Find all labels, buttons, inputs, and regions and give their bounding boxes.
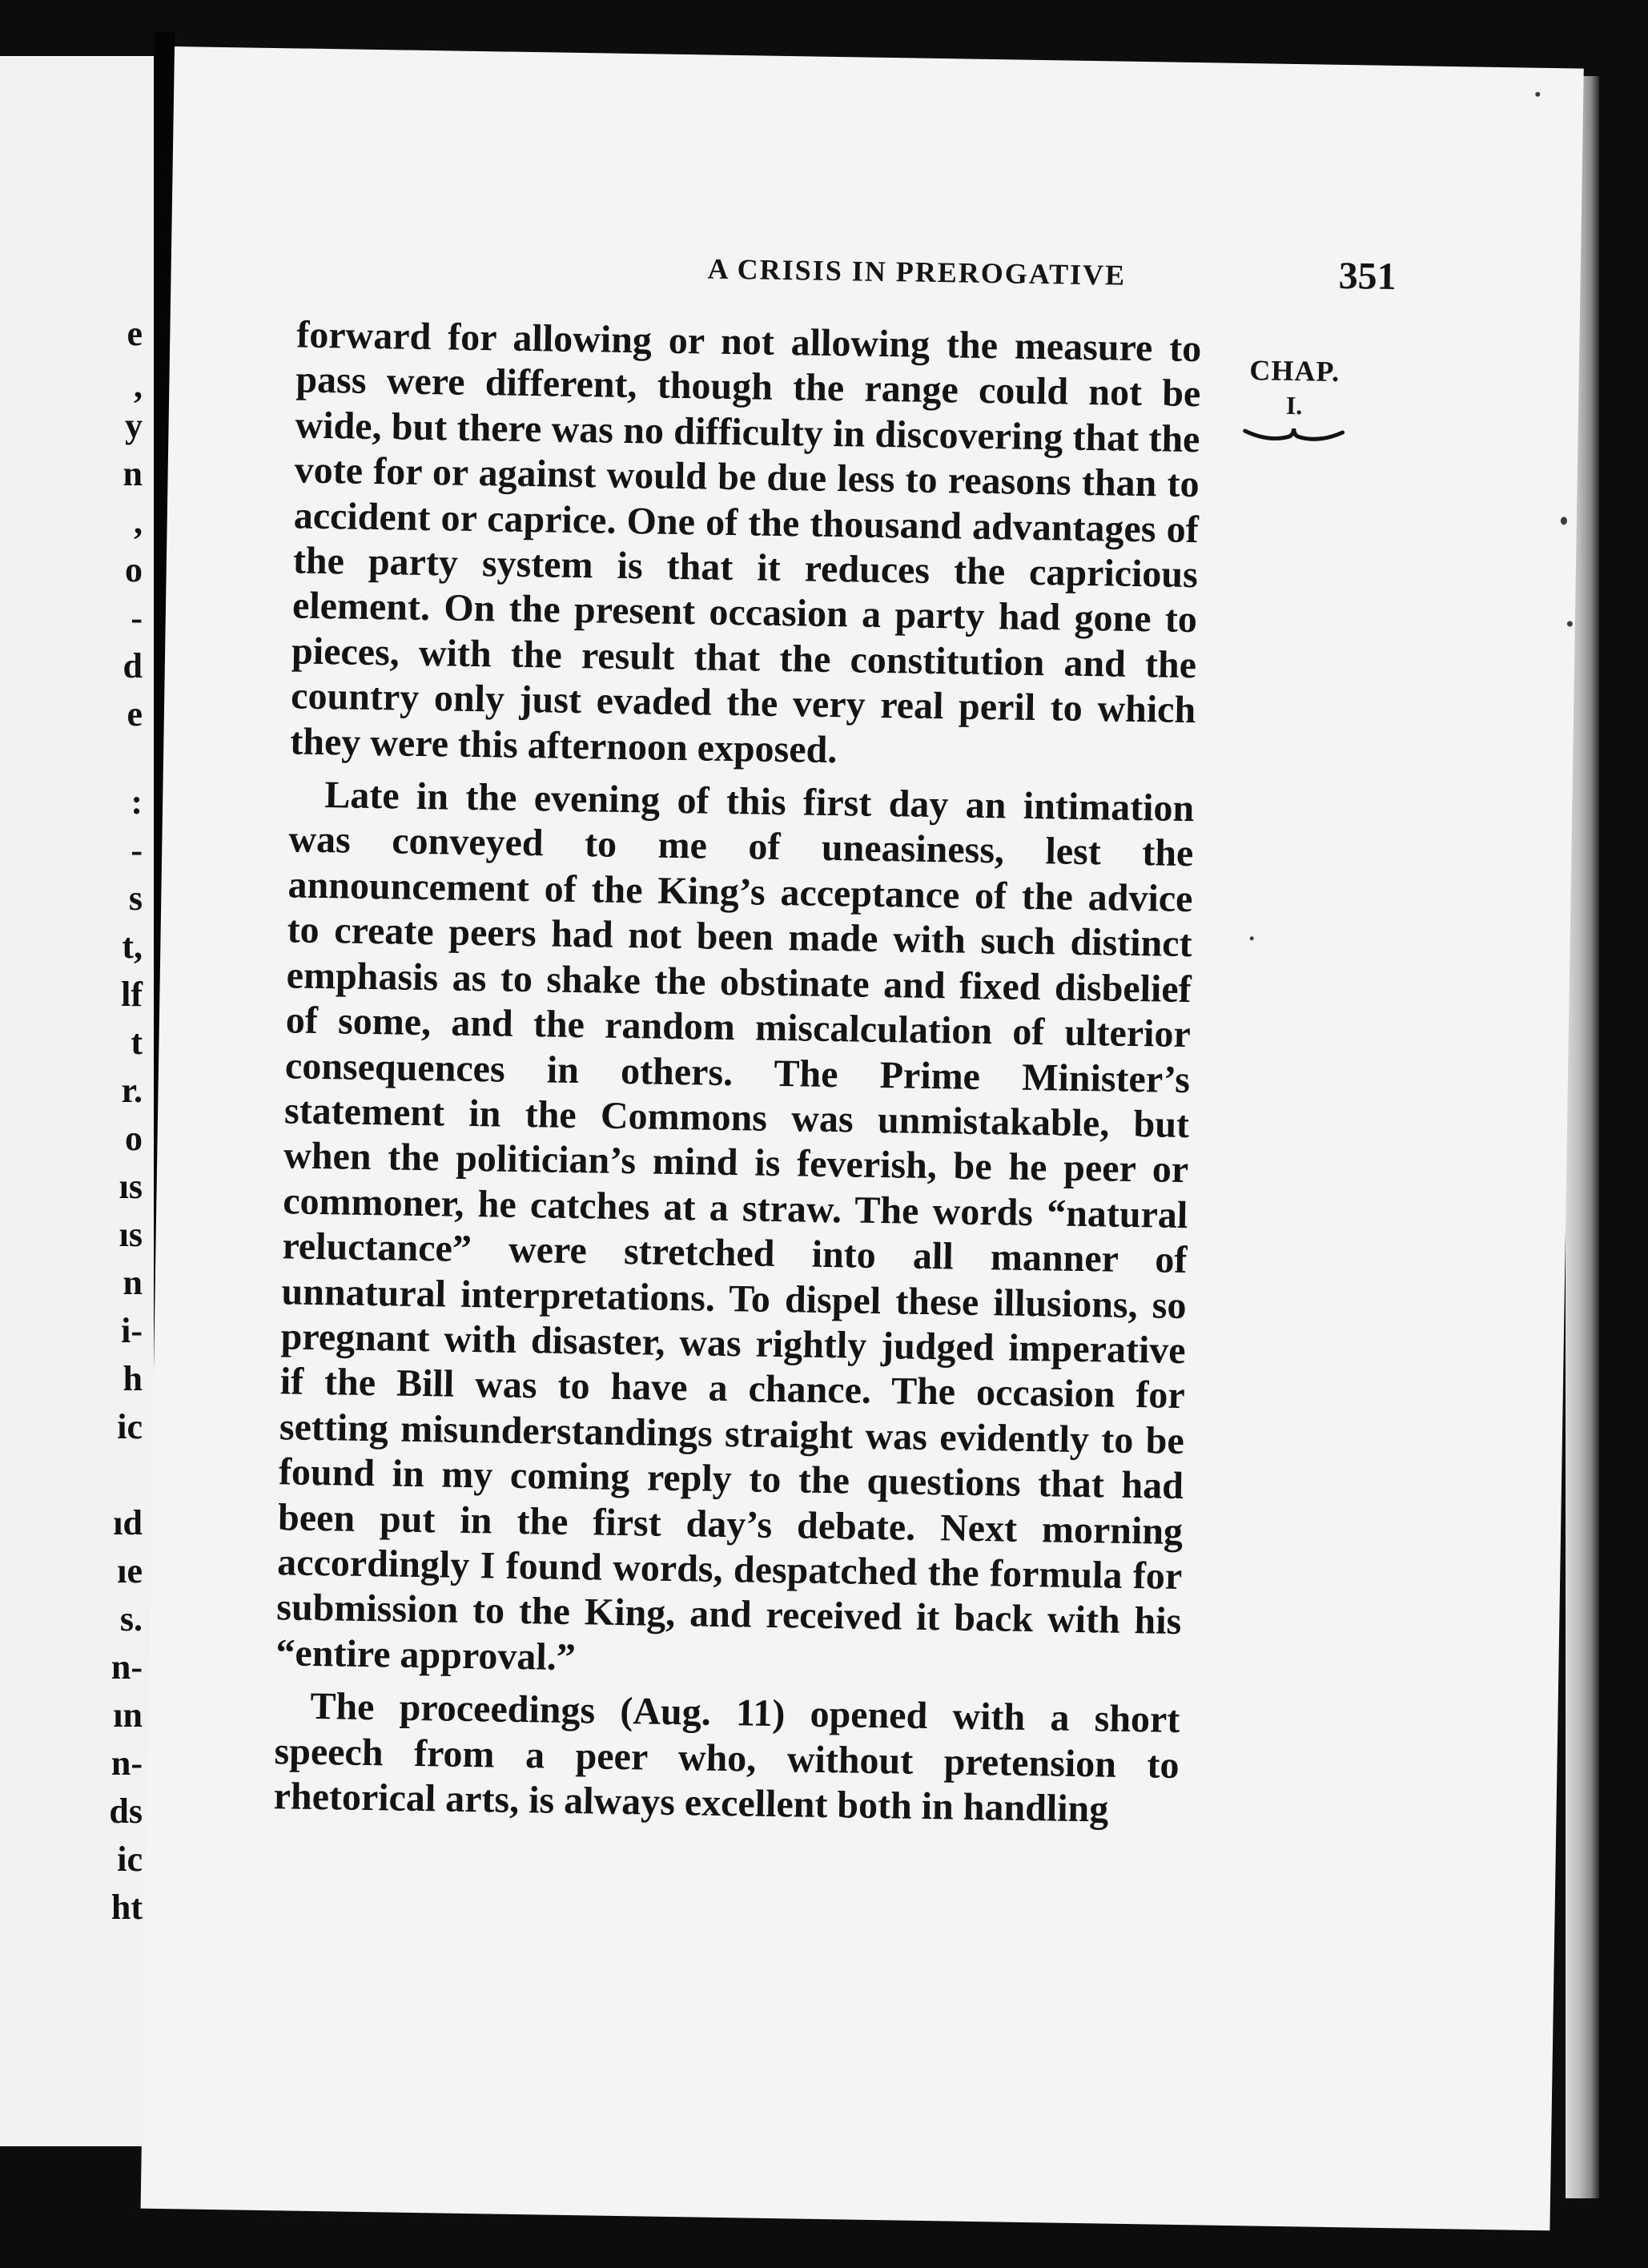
- facing-page-fragment: n: [123, 1263, 143, 1302]
- facing-page-fragment: ht: [111, 1888, 143, 1927]
- body-text: [273, 312, 1201, 1833]
- running-head: [540, 241, 1397, 298]
- paragraph: forward for allowing or not allowing the measure to pass were different, though the range could not be wide, but there was no difficulty in discovering that the vote for or against would be due less to reasons than to accident or caprice. One of the thousand advantages of the party system is that it reduces the capricious element. On the present occasion a party had gone to pieces, with the result that the constitution and the country only just evaded the very real peril to which they were this afternoon exposed.: [289, 313, 1202, 771]
- facing-page-fragment: ıe: [117, 1551, 143, 1590]
- facing-page-fragment: lf: [121, 975, 143, 1014]
- facing-page-fragment: o: [125, 1119, 143, 1158]
- facing-page-fragment: t: [131, 1023, 143, 1062]
- facing-page-fragment: ıs: [119, 1167, 143, 1206]
- running-head-title: A CRISIS IN PREROGATIVE: [707, 252, 1127, 292]
- facing-page-fragment: ın: [113, 1695, 143, 1735]
- chapter-number: I.: [1285, 390, 1303, 420]
- facing-page-fragment: n-: [111, 1647, 143, 1687]
- facing-page-fragment: ,: [134, 502, 143, 541]
- paragraph: Late in the evening of this first day an intimation was conveyed to me of uneasiness, lest the announcement of the King’s acceptance of the advice to create peers had not been made with such distinct emphasis as to shake the obstinate and fixed disbelief of some, and the random miscalculation of ulterior consequences in others. The Prime Minister’s statement in the Commons was unmistakable, but when the politician’s mind is feverish, be he peer or commoner, he catches at a straw. The words “natural reluctance” were stretched into all manner of unnatural interpretations. To dispel these illusions, so pregnant with disaster, was rightly judged imperative if the Bill was to have a chance. The occasion for setting misunderstandings straight was evidently to be found in my coming reply to the questions that had been put in the first day’s debate. Next morning accordingly I found words, despatched the formula for submission to the King, and received it back with his “entire approval.”: [275, 774, 1195, 1679]
- scan-speck: [1250, 936, 1254, 940]
- facing-page-fragment: e: [127, 314, 143, 353]
- facing-page-fragment: ic: [117, 1407, 143, 1446]
- facing-page-fragment: s.: [119, 1599, 143, 1639]
- chapter-label: CHAP.: [1249, 354, 1341, 388]
- facing-page-fragment: y: [125, 406, 143, 445]
- facing-page-fragment: h: [123, 1359, 143, 1398]
- facing-page-fragment: n: [123, 454, 143, 493]
- scan-speck: [1567, 621, 1573, 626]
- facing-page-edge: [0, 56, 154, 2146]
- facing-page-fragment: ic: [117, 1840, 143, 1879]
- facing-page-fragment: i-: [121, 1311, 143, 1350]
- facing-page-fragment: e: [127, 694, 143, 734]
- facing-page-fragment: n-: [111, 1743, 143, 1783]
- book-page: [141, 46, 1584, 2230]
- facing-page-fragment: ,: [134, 366, 143, 405]
- facing-page-fragment: :: [131, 782, 143, 822]
- facing-page-fragment: d: [123, 646, 143, 686]
- facing-page-fragment: t,: [122, 927, 143, 966]
- chapter-sidenote: [1241, 353, 1347, 447]
- page-number: 351: [1338, 254, 1397, 298]
- scan-speck: [1561, 517, 1567, 525]
- facing-page-fragment: ds: [109, 1791, 143, 1831]
- paragraph: The proceedings (Aug. 11) opened with a short speech from a peer who, without pretension to rhetorical arts, is always excellent both in handling: [273, 1685, 1180, 1831]
- facing-page-fragment: s: [128, 879, 143, 918]
- facing-page-fragment: -: [131, 830, 143, 870]
- facing-page-fragment: o: [125, 550, 143, 589]
- facing-page-fragment: ıd: [113, 1503, 143, 1542]
- scan-speck: [1535, 92, 1540, 97]
- brace-ornament-icon: [1241, 424, 1345, 447]
- facing-page-fragment: r.: [121, 1071, 143, 1110]
- facing-page-fragment: ıs: [119, 1215, 143, 1254]
- facing-page-fragment: -: [131, 598, 143, 637]
